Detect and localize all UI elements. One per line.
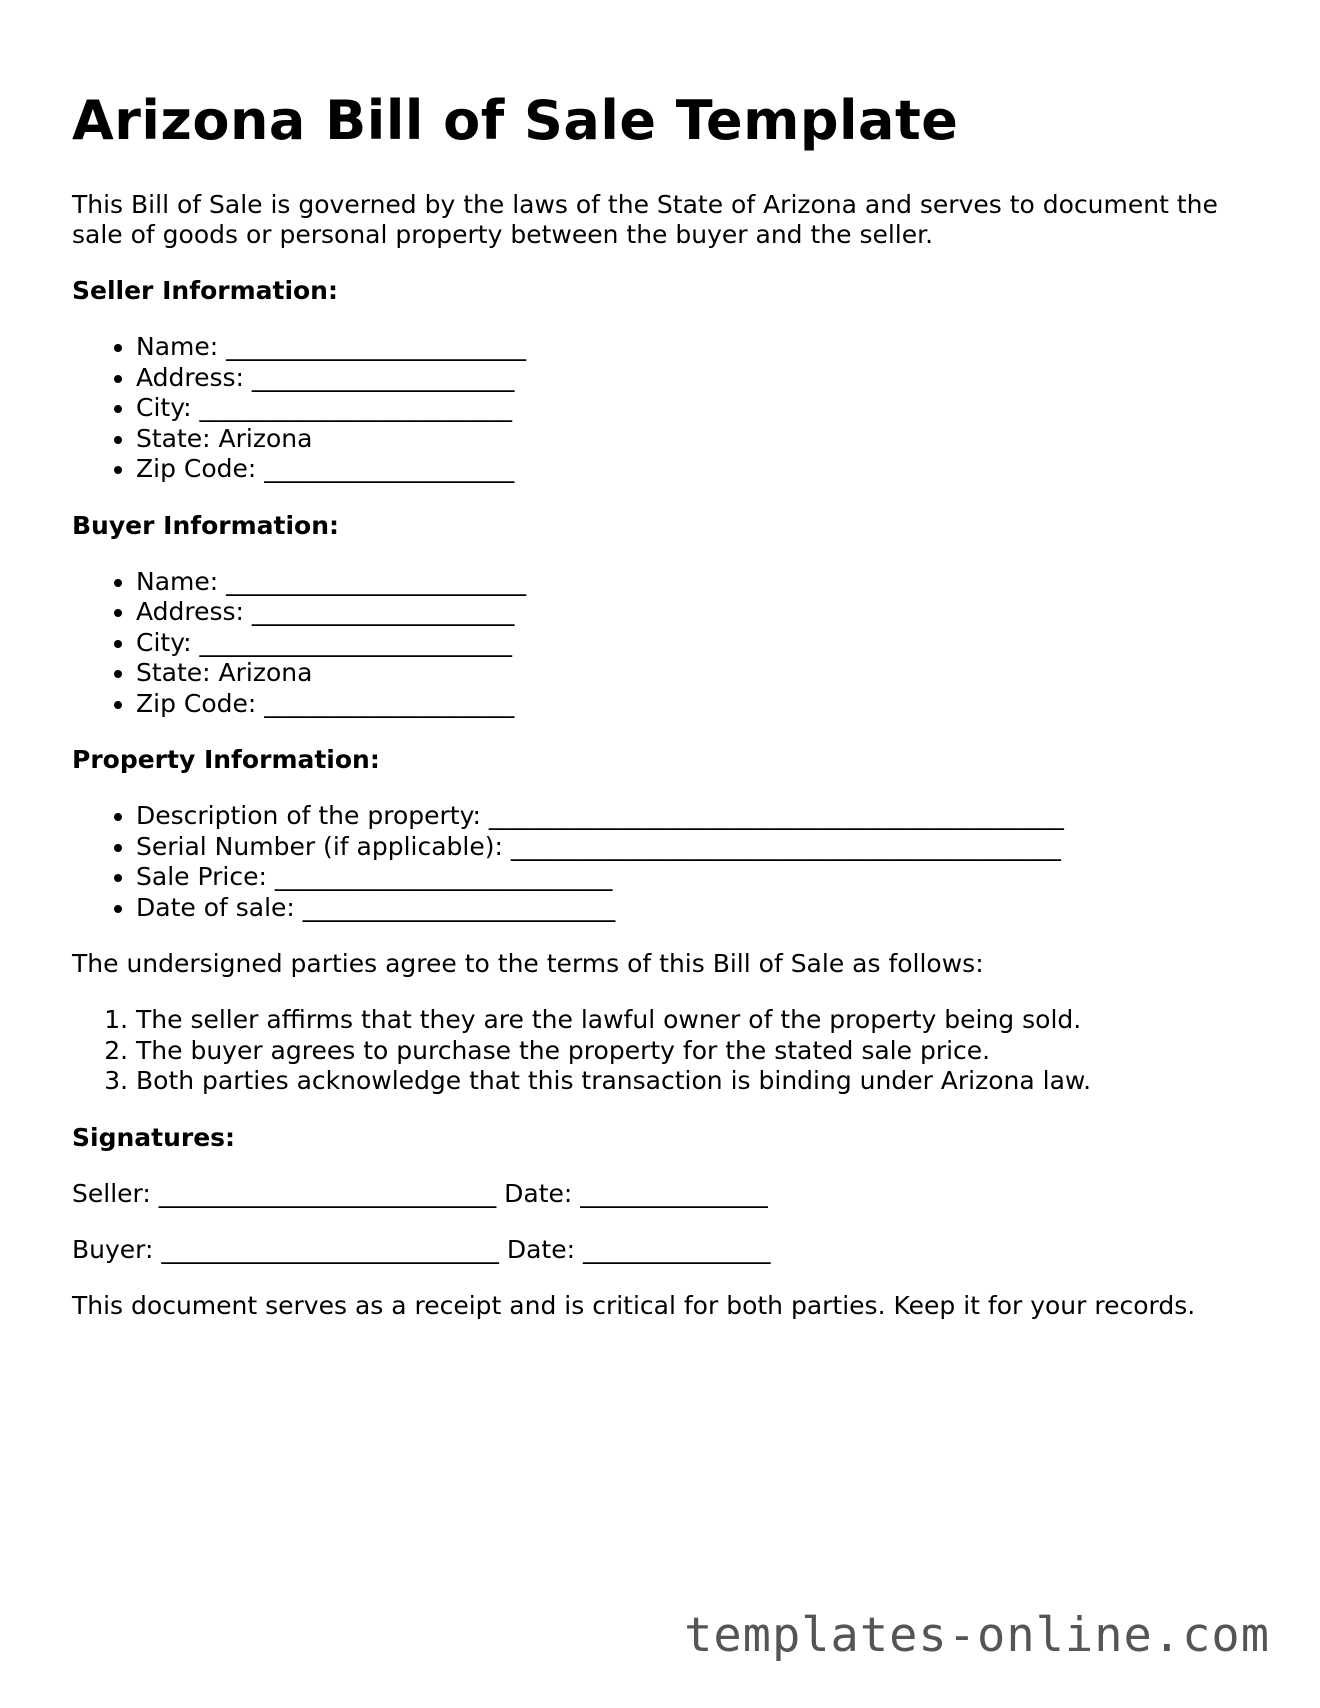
property-price-field: • Sale Price: ___________________________: [136, 862, 1262, 893]
document-page: [72, 86, 1262, 1347]
term-item: 3. Both parties acknowledge that this transaction is binding under Arizona law.: [136, 1066, 1262, 1097]
intro-paragraph: This Bill of Sale is governed by the laws of the State of Arizona and serves to document the sale of goods or personal property between the buyer and the seller.: [72, 190, 1218, 249]
property-list: [72, 801, 1262, 923]
terms-intro: The undersigned parties agree to the terms of this Bill of Sale as follows:: [72, 949, 984, 978]
page-title: Arizona Bill of Sale Template: [72, 89, 959, 152]
property-serial-field: • Serial Number (if applicable): ____________________________________________: [136, 832, 1262, 863]
buyer-heading: Buyer Information:: [72, 510, 340, 540]
seller-heading: Seller Information:: [72, 276, 338, 305]
seller-address-field: • Address: _____________________: [136, 363, 1262, 394]
footer-note: This document serves as a receipt and is critical for both parties. Keep it for your records.: [72, 1290, 1196, 1320]
terms-list: [72, 1005, 1262, 1097]
property-date-field: • Date of sale: _________________________: [136, 893, 1262, 924]
buyer-address-field: • Address: _____________________: [136, 597, 1262, 628]
buyer-signature-line: Buyer: ___________________________ Date: _______________: [72, 1234, 771, 1264]
signatures-heading: Signatures:: [72, 1122, 236, 1152]
term-item: 2. The buyer agrees to purchase the property for the stated sale price.: [136, 1036, 1262, 1067]
property-heading: Property Information:: [72, 745, 380, 774]
buyer-zip-field: • Zip Code: ____________________: [136, 689, 1262, 720]
buyer-list: [72, 567, 1262, 720]
property-description-field: • Description of the property: ______________________________________________: [136, 801, 1262, 832]
buyer-city-field: • City: _________________________: [136, 628, 1262, 659]
seller-list: [72, 332, 1262, 485]
seller-name-field: • Name: ________________________: [136, 332, 1262, 363]
buyer-name-field: • Name: ________________________: [136, 567, 1262, 598]
seller-state-field: • State: Arizona: [136, 424, 1262, 455]
seller-city-field: • City: _________________________: [136, 393, 1262, 424]
seller-signature-line: Seller: ___________________________ Date: _______________: [72, 1178, 768, 1208]
watermark: templates-online.com: [684, 1608, 1270, 1663]
term-item: 1. The seller affirms that they are the lawful owner of the property being sold.: [136, 1005, 1262, 1036]
seller-zip-field: • Zip Code: ____________________: [136, 454, 1262, 485]
buyer-state-field: • State: Arizona: [136, 658, 1262, 689]
